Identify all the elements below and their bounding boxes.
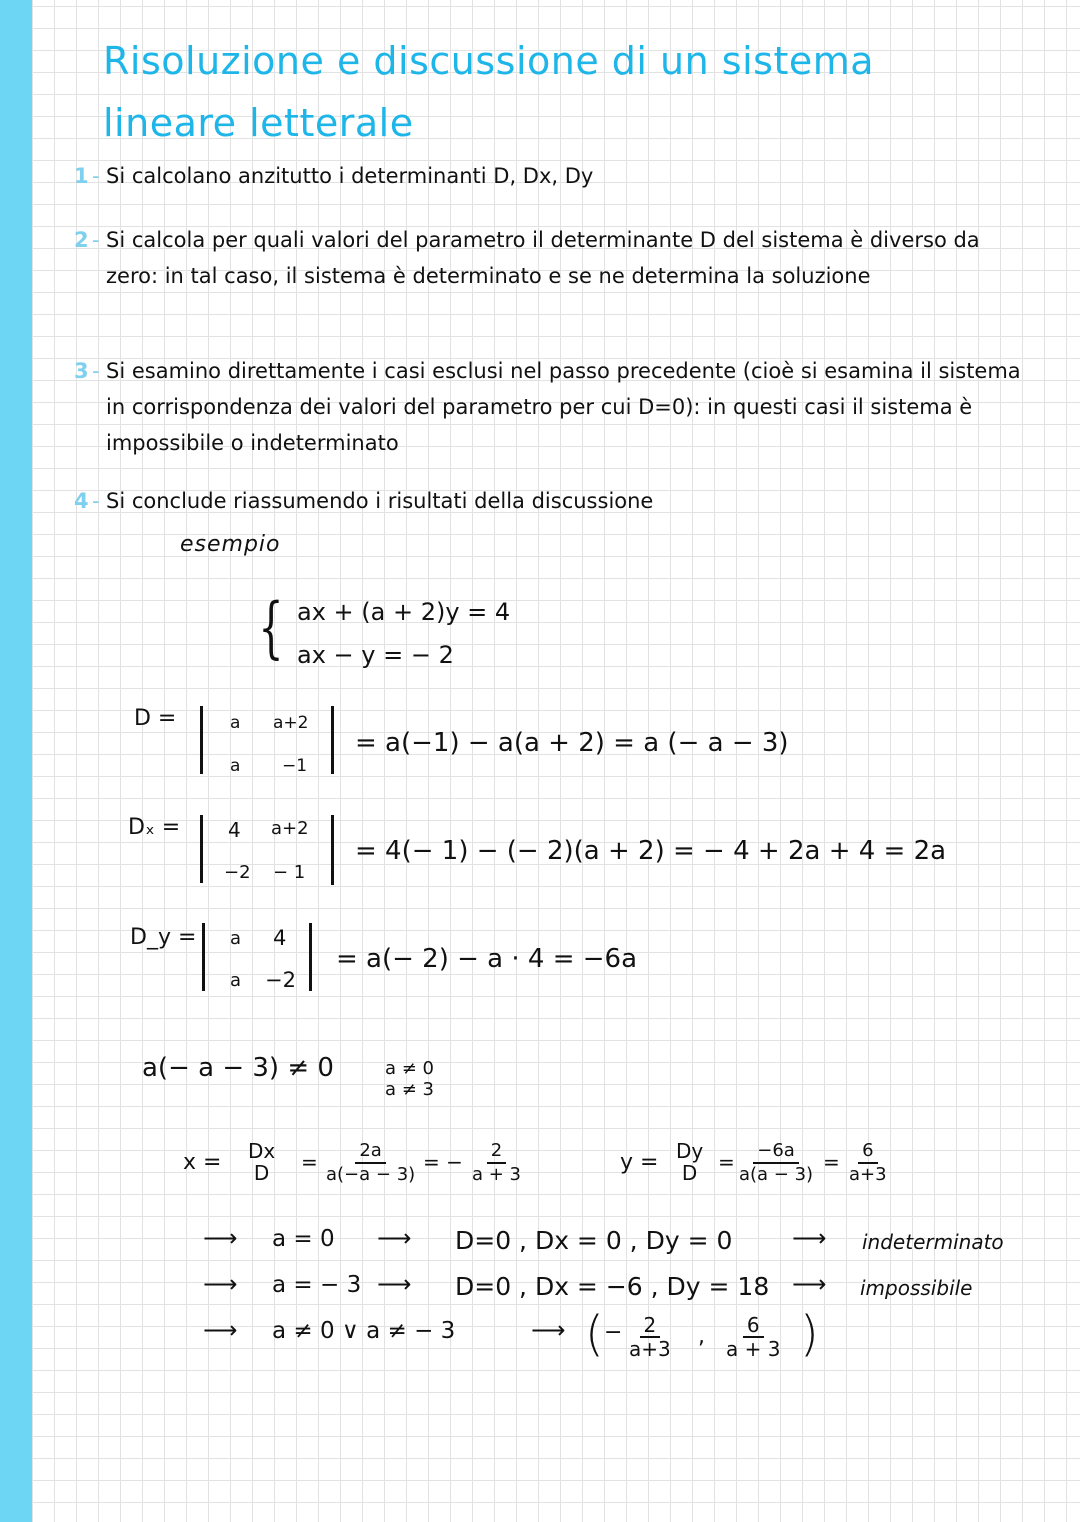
case-result: indeterminato	[862, 1230, 1004, 1254]
det-dy-right-bar	[309, 923, 312, 991]
step-4	[74, 483, 1034, 519]
solution-y-fraction-1: Dy D	[676, 1139, 704, 1185]
step-3	[74, 353, 1034, 461]
system-equation-1: ax + (a + 2)y = 4	[297, 598, 511, 626]
det-dx-right-bar	[331, 815, 334, 885]
arrow-icon: ⟶	[531, 1316, 566, 1344]
solution-pair-x: $\frac{2}{a+3}$	[629, 1313, 671, 1361]
solution-y-fraction-3: $\frac{6}{a+3}$	[849, 1140, 887, 1185]
case-determinants: D=0 , Dx = 0 , Dy = 0	[455, 1226, 733, 1255]
solution-x-lhs: x =	[183, 1150, 222, 1175]
arrow-icon: ⟶	[377, 1224, 412, 1252]
step-dash: -	[92, 164, 100, 188]
det-d-left-bar	[200, 706, 203, 774]
det-dy-m22: −2	[265, 968, 296, 992]
system-brace: {	[258, 589, 284, 666]
solution-y-fraction-2: $\frac{-6a}{a(a - 3)}$	[739, 1140, 814, 1185]
solution-close-paren: )	[800, 1306, 819, 1362]
det-d-result: = a(−1) − a(a + 2) = a (− a − 3)	[355, 728, 789, 758]
step-dash: -	[92, 228, 100, 252]
solution-x-fraction-3: $\frac{2}{a + 3}$	[472, 1140, 522, 1185]
title-line-2: lineare letterale	[103, 101, 414, 145]
det-d-label: D =	[134, 706, 177, 731]
solution-open-paren: (	[585, 1306, 604, 1362]
case-determinants: D=0 , Dx = −6 , Dy = 18	[455, 1272, 770, 1301]
solution-x-eq2: = −	[423, 1150, 463, 1174]
example-label: esempio	[180, 532, 281, 557]
step-dash: -	[92, 489, 100, 513]
condition-expression: a(− a − 3) ≠ 0	[142, 1053, 334, 1083]
det-dx-m22: − 1	[273, 862, 306, 883]
solution-x-eq1: =	[301, 1150, 318, 1174]
arrow-icon: ⟶	[203, 1270, 238, 1298]
arrow-icon: ⟶	[203, 1224, 238, 1252]
det-dx-m21: −2	[224, 862, 251, 883]
step-text: Si calcola per quali valori del parametro il determinante D del sistema è diverso da zero: in tal caso, il sistema è determinato e se ne determina la soluzione	[106, 228, 980, 288]
det-d-right-bar	[331, 706, 334, 774]
title-line-1: Risoluzione e discussione di un sistema	[103, 39, 875, 83]
solution-x-sign: −	[604, 1320, 623, 1345]
step-2	[74, 222, 1034, 294]
notebook-margin-bar	[0, 0, 32, 1522]
step-number: 3	[74, 359, 89, 383]
det-d-m12: a+2	[273, 713, 309, 733]
case-result: impossibile	[860, 1276, 973, 1300]
det-d-m21: a	[230, 756, 241, 776]
system-equation-2: ax − y = − 2	[297, 641, 454, 669]
step-text: Si esamino direttamente i casi esclusi nel passo precedente (cioè si esamina il sistema in corrispondenza dei valori del parametro per cui D=0): in questi casi il sistema è impossibile o indeterminato	[106, 359, 1021, 455]
condition-a-not-0: a ≠ 0	[385, 1058, 435, 1079]
step-text: Si conclude riassumendo i risultati della discussione	[106, 489, 654, 513]
arrow-icon: ⟶	[792, 1224, 827, 1252]
arrow-icon: ⟶	[792, 1270, 827, 1298]
solution-pair-y: $\frac{6}{a + 3}$	[726, 1313, 781, 1361]
det-dy-result: = a(− 2) − a · 4 = −6a	[336, 944, 638, 974]
det-dy-m12: 4	[273, 926, 287, 950]
det-dy-label: D_y =	[130, 925, 197, 950]
case-condition: a = − 3	[272, 1272, 362, 1298]
case-condition: a ≠ 0 ∨ a ≠ − 3	[272, 1318, 456, 1344]
step-text: Si calcolano anzitutto i determinanti D, Dx, Dy	[106, 164, 594, 188]
det-d-m11: a	[230, 713, 241, 733]
det-dy-left-bar	[202, 923, 205, 991]
det-dx-left-bar	[200, 815, 203, 883]
solution-y-eq2: =	[823, 1150, 840, 1174]
page-title	[103, 30, 1003, 154]
step-number: 2	[74, 228, 89, 252]
det-dx-result: = 4(− 1) − (− 2)(a + 2) = − 4 + 2a + 4 = 2a	[355, 836, 947, 866]
arrow-icon: ⟶	[377, 1270, 412, 1298]
det-dx-m11: 4	[228, 818, 241, 842]
solution-x-fraction-2: $\frac{2a}{a(-a - 3)}$	[326, 1140, 416, 1185]
det-dy-m21: a	[230, 970, 242, 991]
step-number: 1	[74, 164, 89, 188]
det-dx-label: Dₓ =	[128, 815, 181, 840]
step-number: 4	[74, 489, 89, 513]
step-1	[74, 158, 1034, 194]
det-dy-m11: a	[230, 928, 242, 949]
arrow-icon: ⟶	[203, 1316, 238, 1344]
det-dx-m12: a+2	[271, 818, 309, 839]
solution-x-fraction-1: Dx D	[248, 1139, 276, 1185]
solution-y-lhs: y =	[620, 1150, 659, 1175]
step-dash: -	[92, 359, 100, 383]
condition-a-not-3: a ≠ 3	[385, 1079, 435, 1100]
solution-y-eq1: =	[718, 1150, 735, 1174]
case-condition: a = 0	[272, 1226, 335, 1252]
det-d-m22: −1	[282, 756, 308, 776]
solution-separator: ,	[698, 1324, 705, 1349]
